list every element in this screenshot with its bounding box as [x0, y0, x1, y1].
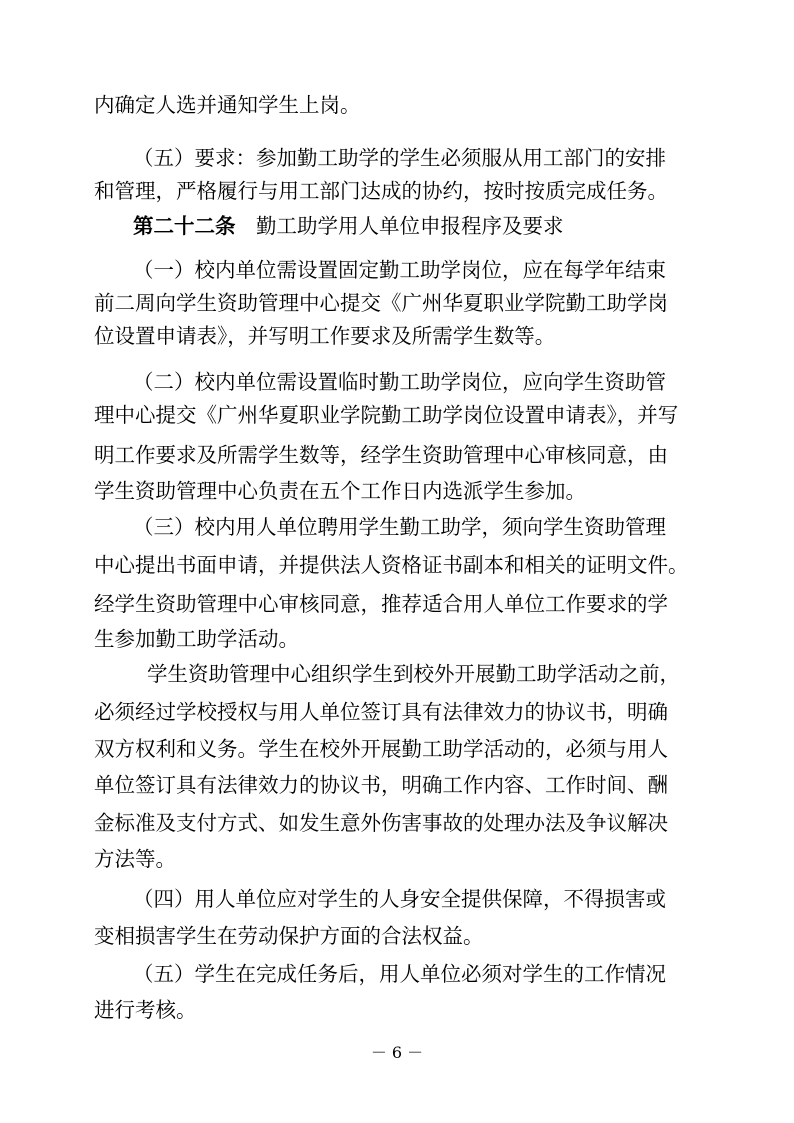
- text-line: 内确定人选并通知学生上岗。: [94, 93, 361, 117]
- text-line: 必须经过学校授权与用人单位签订具有法律效力的协议书，明确: [94, 700, 668, 724]
- text-line: 双方权利和义务。学生在校外开展勤工助学活动的，必须与用人: [94, 737, 668, 761]
- text-line: 和管理，严格履行与用工部门达成的协约，按时按质完成任务。: [94, 179, 668, 203]
- text-line: 变相损害学生在劳动保护方面的合法权益。: [94, 924, 484, 948]
- text-line: 金标准及支付方式、如发生意外伤害事故的处理办法及争议解决: [94, 811, 668, 835]
- article-title: 勤工助学用人单位申报程序及要求: [256, 214, 564, 238]
- text-line: （三）校内用人单位聘用学生勤工助学，须向学生资助管理: [133, 515, 666, 539]
- text-line: （一）校内单位需设置固定勤工助学岗位，应在每学年结束: [133, 258, 666, 282]
- text-line: 生参加勤工助学活动。: [94, 627, 299, 651]
- text-line: 方法等。: [94, 847, 176, 871]
- article-heading: [133, 213, 564, 239]
- text-line: 经学生资助管理中心审核同意，推荐适合用人单位工作要求的学: [94, 592, 668, 616]
- text-line: 进行考核。: [94, 998, 197, 1022]
- text-line: 理中心提交《广州华夏职业学院勤工助学岗位设置申请表》，并写: [94, 403, 679, 427]
- text-line: （二）校内单位需设置临时勤工助学岗位，应向学生资助管: [133, 370, 666, 394]
- text-line: 前二周向学生资助管理中心提交《广州华夏职业学院勤工助学岗: [94, 291, 668, 315]
- text-line: 学生资助管理中心组织学生到校外开展勤工助学活动之前，: [147, 662, 680, 686]
- text-line: 明工作要求及所需学生数等，经学生资助管理中心审核同意，由: [94, 443, 668, 467]
- text-line: 学生资助管理中心负责在五个工作日内选派学生参加。: [94, 479, 586, 503]
- text-line: 单位签订具有法律效力的协议书，明确工作内容、工作时间、酬: [94, 773, 668, 797]
- page-number: － 6 －: [370, 1043, 424, 1062]
- text-line: （五）学生在完成任务后，用人单位必须对学生的工作情况: [133, 962, 666, 986]
- article-heading-spacer: [236, 214, 257, 238]
- article-label: 第二十二条: [133, 214, 236, 238]
- text-line: 位设置申请表》，并写明工作要求及所需学生数等。: [94, 324, 556, 348]
- text-line: （五）要求：参加勤工助学的学生必须服从用工部门的安排: [133, 146, 666, 170]
- text-line: （四）用人单位应对学生的人身安全提供保障，不得损害或: [133, 887, 666, 911]
- text-line: 中心提出书面申请，并提供法人资格证书副本和相关的证明文件。: [94, 553, 689, 577]
